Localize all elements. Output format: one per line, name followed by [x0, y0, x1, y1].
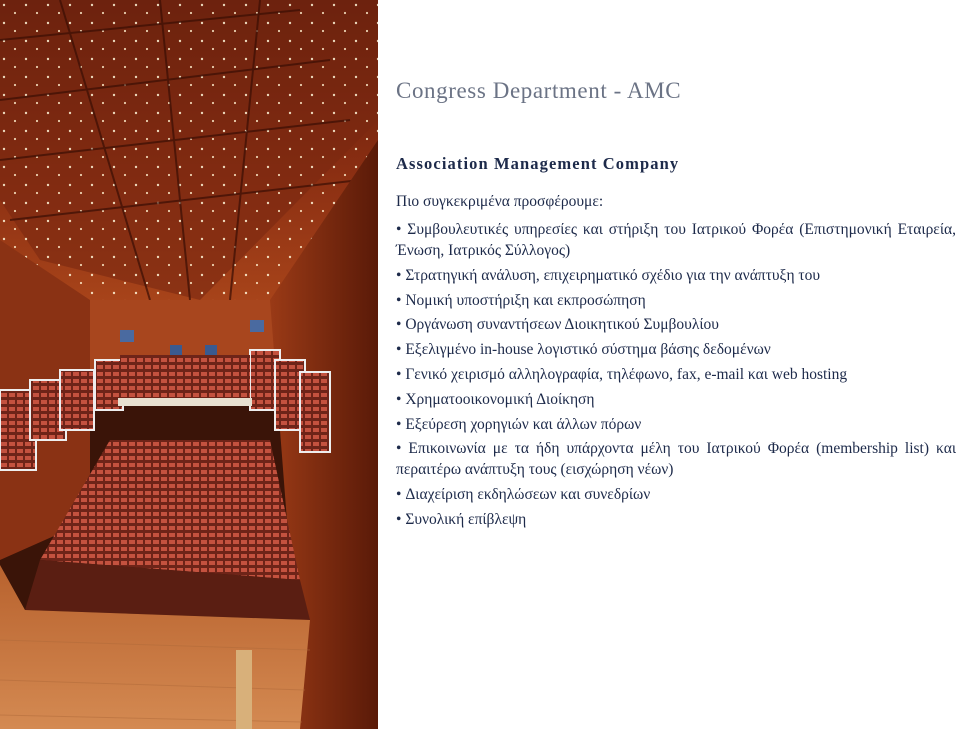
- list-item: • Χρηματοοικονομική Διοίκηση: [396, 389, 956, 410]
- intro-text: Πιο συγκεκριμένα προσφέρουμε:: [396, 193, 604, 210]
- list-item: • Εξεύρεση χορηγιών και άλλων πόρων: [396, 414, 956, 435]
- content-panel: [396, 0, 956, 729]
- services-list: [396, 219, 956, 534]
- list-item: • Συμβουλευτικές υπηρεσίες και στήριξη του Ιατρικού Φορέα (Επιστημονική Εταιρεία, Ένωση, Ιατρικός Σύλλογος): [396, 219, 956, 261]
- list-item: • Γενικό χειρισμό αλληλογραφία, τηλέφωνο, fax, e-mail και web hosting: [396, 364, 956, 385]
- concert-hall-photo: [0, 0, 378, 729]
- list-item: • Συνολική επίβλεψη: [396, 509, 956, 530]
- page-title: Congress Department - AMC: [396, 78, 682, 103]
- list-item: • Επικοινωνία με τα ήδη υπάρχοντα μέλη του Ιατρικού Φορέα (membership list) και περαιτέρω ανάπτυξη τους (εισχώρηση νέων): [396, 438, 956, 480]
- list-item: • Στρατηγική ανάλυση, επιχειρηματικό σχέδιο για την ανάπτυξη του: [396, 265, 956, 286]
- company-subtitle: Association Management Company: [396, 154, 680, 173]
- list-item: • Νομική υποστήριξη και εκπροσώπηση: [396, 290, 956, 311]
- list-item: • Διαχείριση εκδηλώσεων και συνεδρίων: [396, 484, 956, 505]
- list-item: • Οργάνωση συναντήσεων Διοικητικού Συμβουλίου: [396, 314, 956, 335]
- list-item: • Εξελιγμένο in-house λογιστικό σύστημα βάσης δεδομένων: [396, 339, 956, 360]
